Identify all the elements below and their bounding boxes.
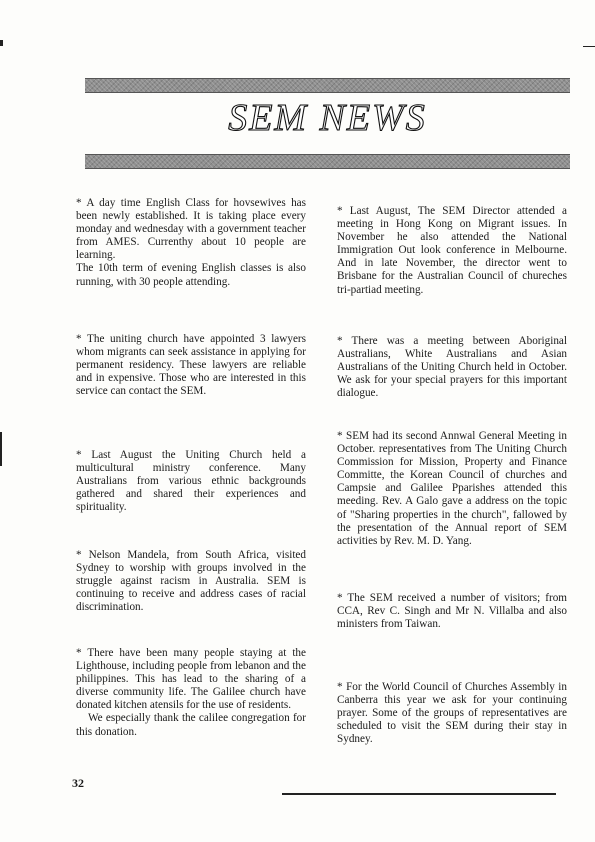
news-paragraph: * Last August, The SEM Director attended a meeting in Hong Kong on Migrant issues. In November he also attended the National Immigration Out look conference in Melbourne. And in late November, the director went to Brisbane for the Australian Council of chureches tri-partiad meeting. — [337, 205, 567, 296]
news-paragraph: * Last August the Uniting Church held a multicultural ministry conference. Many Australians from various ethnic backgrounds gathered and shared their experiences and spirituality. — [76, 449, 306, 514]
news-paragraph: * There have been many people staying at the Lighthouse, including people from lebanon and the philippines. This has lead to the sharing of a diverse community life. The Galilee church have donated kitchen atensils for the use of residents. — [76, 647, 306, 712]
news-paragraph: * For the World Council of Churches Assembly in Canberra this year we ask for your continuing prayer. Some of the groups of representatives are scheduled to visit the SEM during their stay in Sydney. — [337, 681, 567, 746]
news-paragraph: * The SEM received a number of visitors; from CCA, Rev C. Singh and Mr N. Villalba and also ministers from Taiwan. — [337, 592, 567, 631]
news-paragraph: The 10th term of evening English classes is also running, with 30 people attending. — [76, 262, 306, 288]
news-item-wcc-assembly — [337, 681, 567, 746]
news-paragraph: We especially thank the calilee congregation for this donation. — [76, 712, 306, 738]
news-paragraph: * A day time English Class for hovsewives has been newly established. It is taking place every monday and wednesday with a government teacher from AMES. Currenthy about 10 people are learning. — [76, 197, 306, 262]
news-item-multicultural-conference — [76, 449, 306, 514]
news-paragraph: * SEM had its second Annwal General Meeting in October. representatives from The Uniting Church Commission for Mission, Property and Finance Committe, the Korean Council of churches and Campsie and Galilee Pparishes attended this meeding. Rev. A Galo gave a address on the topic of "Sharing properties in the church", fallowed by the presentation of the Annual report of SEM activities by Rev. M. D. Yang. — [337, 430, 567, 547]
page-number: 32 — [72, 776, 84, 790]
news-item-dialogue-meeting — [337, 335, 567, 400]
scan-mark — [0, 40, 3, 46]
news-item-lawyers — [76, 333, 306, 398]
scan-mark — [583, 46, 595, 47]
footer-rule — [282, 793, 556, 795]
header-bar-top — [85, 78, 570, 93]
news-item-english-class — [76, 197, 306, 289]
news-item-director-travels — [337, 205, 567, 297]
scan-mark — [0, 432, 2, 466]
news-item-mandela — [76, 549, 306, 614]
news-item-lighthouse — [76, 647, 306, 739]
news-item-visitors — [337, 592, 567, 631]
news-item-annual-meeting — [337, 430, 567, 548]
news-paragraph: * The uniting church have appointed 3 lawyers whom migrants can seek assistance in applying for permanent residency. These lawyers are reliable and in expensive. Those who are interested in this service can contact the SEM. — [76, 333, 306, 398]
news-paragraph: * Nelson Mandela, from South Africa, visited Sydney to worship with groups involved in the struggle against racism in Australia. SEM is continuing to receive and address cases of racial discrimination. — [76, 549, 306, 614]
page-title: SEM NEWS — [228, 97, 427, 139]
header-bar-bottom — [85, 154, 570, 169]
news-paragraph: * There was a meeting between Aboriginal Australians, White Australians and Asian Australians of the Uniting Church held in October. We ask for your special prayers for this important dialogue. — [337, 335, 567, 400]
